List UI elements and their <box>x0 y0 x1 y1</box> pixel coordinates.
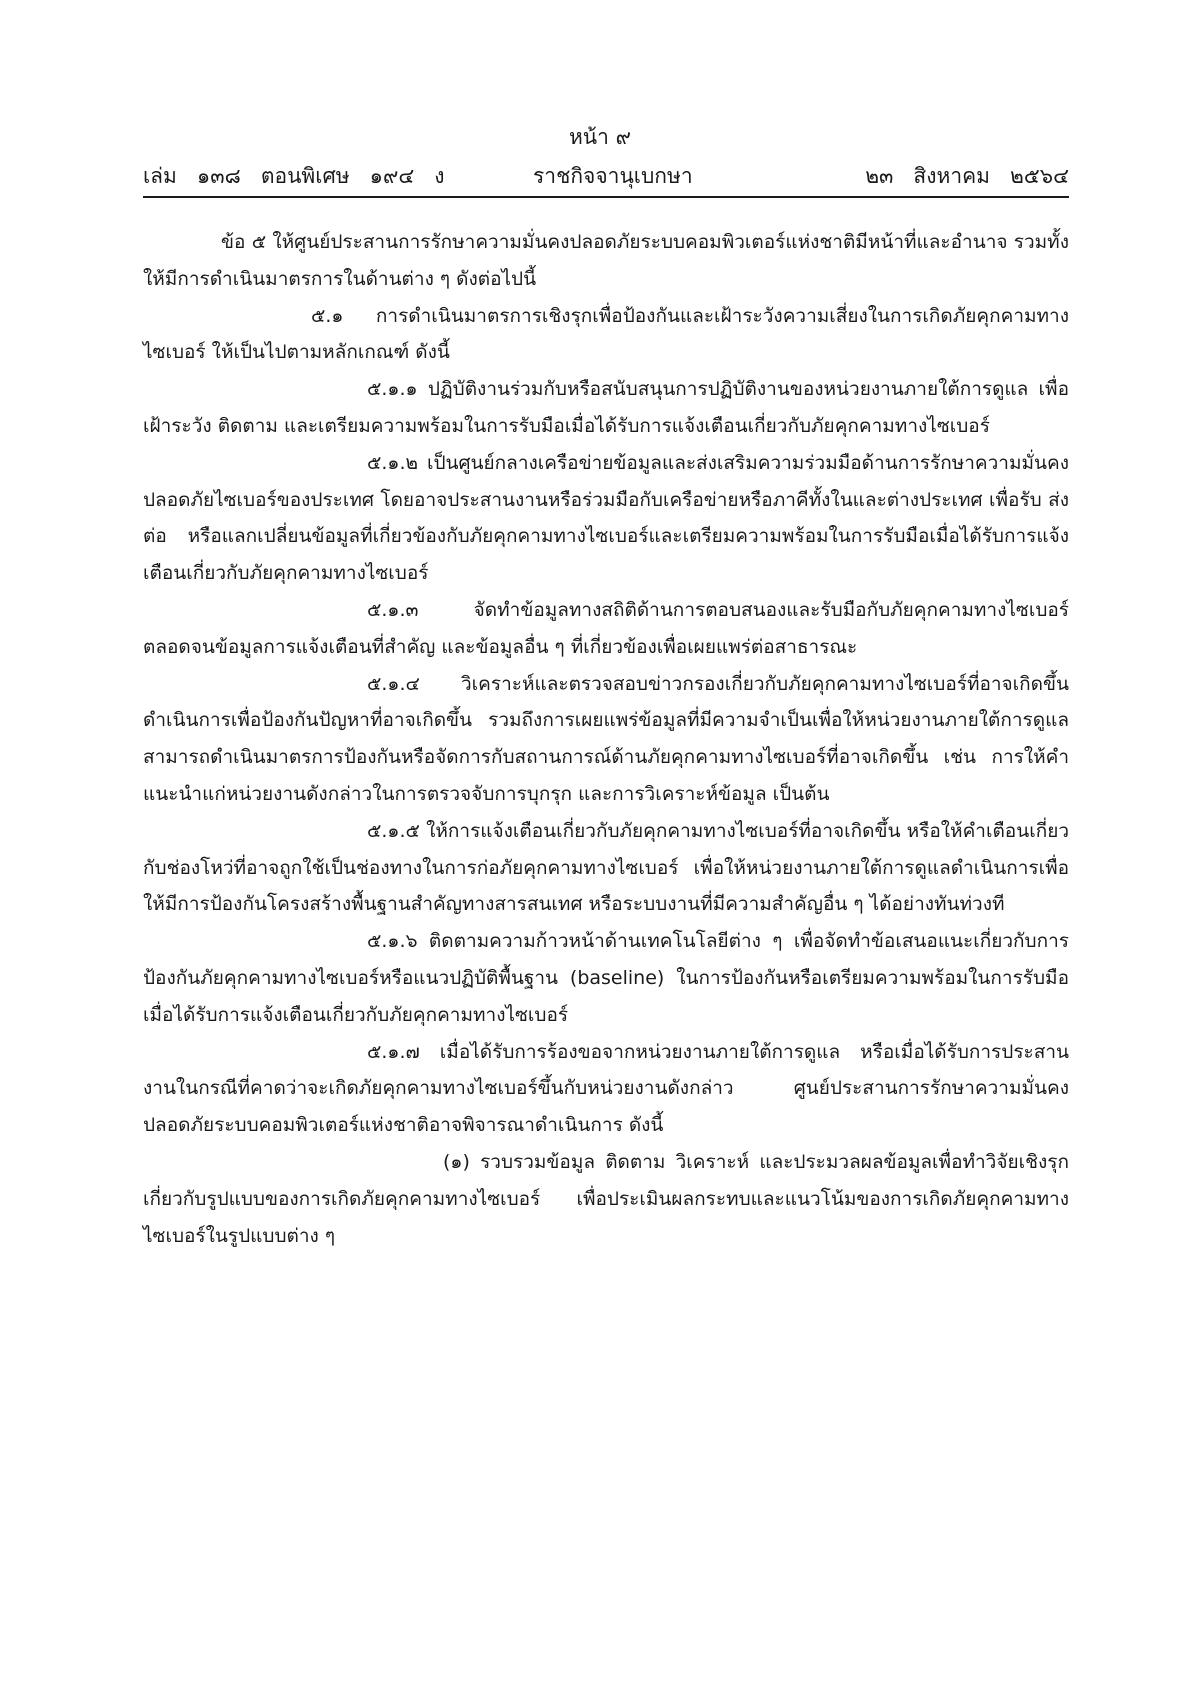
clause-5: ข้อ ๕ ให้ศูนย์ประสานการรักษาความมั่นคงปลอดภัยระบบคอมพิวเตอร์แห่งชาติมีหน้าที่และอำนาจ รวมทั้งให้มีการดำเนินมาตรการในด้านต่าง ๆ ดังต่อไปนี้ <box>143 231 1069 290</box>
gazette-title: ราชกิจจานุเบกษา <box>533 164 693 188</box>
volume-issue: เล่ม ๑๓๘ ตอนพิเศษ ๑๙๔ ง <box>143 164 445 188</box>
page-number: หน้า ๙ <box>568 125 632 149</box>
clause-5-1-3: ๕.๑.๓ จัดทำข้อมูลทางสถิติด้านการตอบสนองและรับมือกับภัยคุกคามทางไซเบอร์ ตลอดจนข้อมูลการแจ้งเตือนที่สำคัญ และข้อมูลอื่น ๆ ที่เกี่ยวข้องเพื่อเผยแพร่ต่อสาธารณะ <box>143 598 1069 658</box>
publication-date: ๒๓ สิงหาคม ๒๕๖๔ <box>865 164 1069 188</box>
clause-5-1-7-1: (๑) รวบรวมข้อมูล ติดตาม วิเคราะห์ และประมวลผลข้อมูลเพื่อทำวิจัยเชิงรุกเกี่ยวกับรูปแบบของการเกิดภัยคุกคามทางไซเบอร์ เพื่อประเมินผลกระทบและแนวโน้มของการเกิดภัยคุกคามทางไซเบอร์ในรูปแบบต่าง ๆ <box>143 1150 1069 1247</box>
gazette-header <box>143 160 1069 192</box>
header-divider <box>143 196 1069 198</box>
clause-5-1-4: ๕.๑.๔ วิเคราะห์และตรวจสอบข่าวกรองเกี่ยวกับภัยคุกคามทางไซเบอร์ที่อาจเกิดขึ้น ดำเนินการเพื่อป้องกันปัญหาที่อาจเกิดขึ้น รวมถึงการเผยแพร่ข้อมูลที่มีความจำเป็นเพื่อให้หน่วยงานภายใต้การดูแลสามารถดำเนินมาตรการป้องกันหรือจัดการกับสถานการณ์ด้านภัยคุกคามทางไซเบอร์ที่อาจเกิดขึ้น เช่น การให้คำแนะนำแก่หน่วยงานดังกล่าวในการตรวจจับการบุกรุก และการวิเคราะห์ข้อมูล เป็นต้น <box>143 672 1069 805</box>
clause-5-1-7: ๕.๑.๗ เมื่อได้รับการร้องขอจากหน่วยงานภายใต้การดูแล หรือเมื่อได้รับการประสานงานในกรณีที่คาดว่าจะเกิดภัยคุกคามทางไซเบอร์ขึ้นกับหน่วยงานดังกล่าว ศูนย์ประสานการรักษาความมั่นคงปลอดภัยระบบคอมพิวเตอร์แห่งชาติอาจพิจารณาดำเนินการ ดังนี้ <box>143 1040 1069 1137</box>
clause-5-1-5: ๕.๑.๕ ให้การแจ้งเตือนเกี่ยวกับภัยคุกคามทางไซเบอร์ที่อาจเกิดขึ้น หรือให้คำเตือนเกี่ยวกับช่องโหว่ที่อาจถูกใช้เป็นช่องทางในการก่อภัยคุกคามทางไซเบอร์ เพื่อให้หน่วยงานภายใต้การดูแลดำเนินการเพื่อให้มีการป้องกันโครงสร้างพื้นฐานสำคัญทางสารสนเทศ หรือระบบงานที่มีความสำคัญอื่น ๆ ได้อย่างทันท่วงที <box>143 819 1069 916</box>
document-body <box>143 224 1069 1254</box>
clause-5-1: ๕.๑ การดำเนินมาตรการเชิงรุกเพื่อป้องกันและเฝ้าระวังความเสี่ยงในการเกิดภัยคุกคามทางไซเบอร์ ให้เป็นไปตามหลักเกณฑ์ ดังนี้ <box>143 304 1069 364</box>
clause-5-1-2: ๕.๑.๒ เป็นศูนย์กลางเครือข่ายข้อมูลและส่งเสริมความร่วมมือด้านการรักษาความมั่นคงปลอดภัยไซเบอร์ของประเทศ โดยอาจประสานงานหรือร่วมมือกับเครือข่ายหรือภาคีทั้งในและต่างประเทศ เพื่อรับ ส่งต่อ หรือแลกเปลี่ยนข้อมูลที่เกี่ยวข้องกับภัยคุกคามทางไซเบอร์และเตรียมความพร้อมในการรับมือเมื่อได้รับการแจ้งเตือนเกี่ยวกับภัยคุกคามทางไซเบอร์ <box>143 451 1069 585</box>
clause-5-1-1: ๕.๑.๑ ปฏิบัติงานร่วมกับหรือสนับสนุนการปฏิบัติงานของหน่วยงานภายใต้การดูแล เพื่อเฝ้าระวัง ติดตาม และเตรียมความพร้อมในการรับมือเมื่อได้รับการแจ้งเตือนเกี่ยวกับภัยคุกคามทางไซเบอร์ <box>143 378 1069 437</box>
clause-5-1-6: ๕.๑.๖ ติดตามความก้าวหน้าด้านเทคโนโลยีต่าง ๆ เพื่อจัดทำข้อเสนอแนะเกี่ยวกับการป้องกันภัยคุกคามทางไซเบอร์หรือแนวปฏิบัติพื้นฐาน (baseline) ในการป้องกันหรือเตรียมความพร้อมในการรับมือเมื่อได้รับการแจ้งเตือนเกี่ยวกับภัยคุกคามทางไซเบอร์ <box>143 930 1069 1026</box>
